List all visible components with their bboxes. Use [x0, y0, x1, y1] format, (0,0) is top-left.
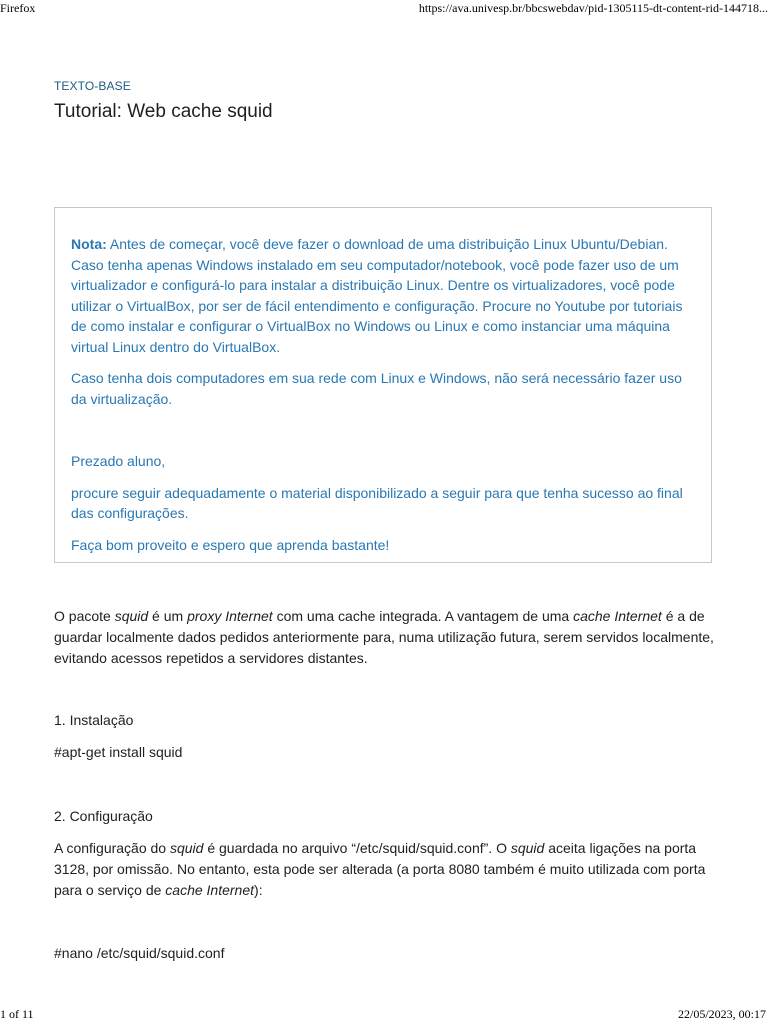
install-heading: 1. Instalação: [54, 712, 134, 728]
config-text-4: ):: [254, 882, 263, 898]
page-title: Tutorial: Web cache squid: [54, 101, 273, 122]
print-header-url: https://ava.univesp.br/bbcswebdav/pid-1305115-dt-content-rid-144718...: [418, 1, 768, 15]
note-paragraph-4: procure seguir adequadamente o material disponibilizado a seguir para que tenha sucesso ao final das configurações.: [71, 484, 683, 521]
note-paragraph-5: Faça bom proveito e espero que aprenda bastante!: [71, 536, 390, 553]
config-text-3: aceita ligações na porta 3128, por omissão. No entanto, esta pode ser alterada (a porta 8080 também é muito utilizada com porta para o serviço de: [54, 840, 706, 898]
config-text-1: A configuração do: [54, 840, 170, 856]
intro-italic-1: squid: [114, 608, 149, 624]
print-header-app: Firefox: [0, 1, 36, 15]
intro-italic-2: proxy Internet: [187, 608, 273, 624]
note-paragraph-1: [71, 234, 695, 357]
intro-text-1: O pacote: [54, 608, 115, 624]
config-italic-2: squid: [510, 840, 545, 856]
section-kicker: TEXTO-BASE: [54, 79, 131, 93]
page-counter: 1 of 11: [0, 1007, 34, 1021]
note-box: [54, 207, 712, 563]
config-heading: 2. Configuração: [54, 808, 153, 824]
config-command: #nano /etc/squid/squid.conf: [54, 945, 225, 961]
config-text-2: é guardada no arquivo “/etc/squid/squid.conf”. O: [203, 840, 511, 856]
install-command: #apt-get install squid: [54, 744, 183, 760]
greeting: Prezado aluno,: [71, 453, 166, 469]
note-label: Nota:: [71, 236, 107, 252]
note-text: Antes de começar, você deve fazer o download de uma distribuição Linux Ubuntu/Debian. Caso tenha apenas Windows instalado em seu computador/notebook, você pode fazer uso de um virtualizador e configurá-lo para instalar a distribuição Linux. Dentre os virtualizadores, você pode utilizar o VirtualBox, por ser de fácil entendimento e configuração. Procure no Youtube por tutoriais de como instalar e configurar o VirtualBox no Windows ou Linux e como instanciar uma máquina virtual Linux dentro do VirtualBox.: [71, 236, 683, 355]
intro-text-4: é a de guardar localmente dados pedidos anteriormente para, numa utilização futura, serem servidos localmente, evitando acessos repetidos a servidores distantes.: [54, 608, 714, 666]
intro-text-3: com uma cache integrada. A vantagem de uma: [272, 608, 574, 624]
intro-italic-3: cache Internet: [573, 608, 662, 624]
config-italic-1: squid: [169, 840, 204, 856]
intro-text-2: é um: [148, 608, 188, 624]
config-paragraph: [54, 838, 714, 901]
config-italic-3: cache Internet: [165, 882, 255, 898]
print-datetime: 22/05/2023, 00:17: [677, 1007, 766, 1021]
note-paragraph-2: Caso tenha dois computadores em sua rede com Linux e Windows, não será necessário fazer uso da virtualização.: [71, 370, 682, 407]
intro-paragraph: [54, 606, 714, 669]
